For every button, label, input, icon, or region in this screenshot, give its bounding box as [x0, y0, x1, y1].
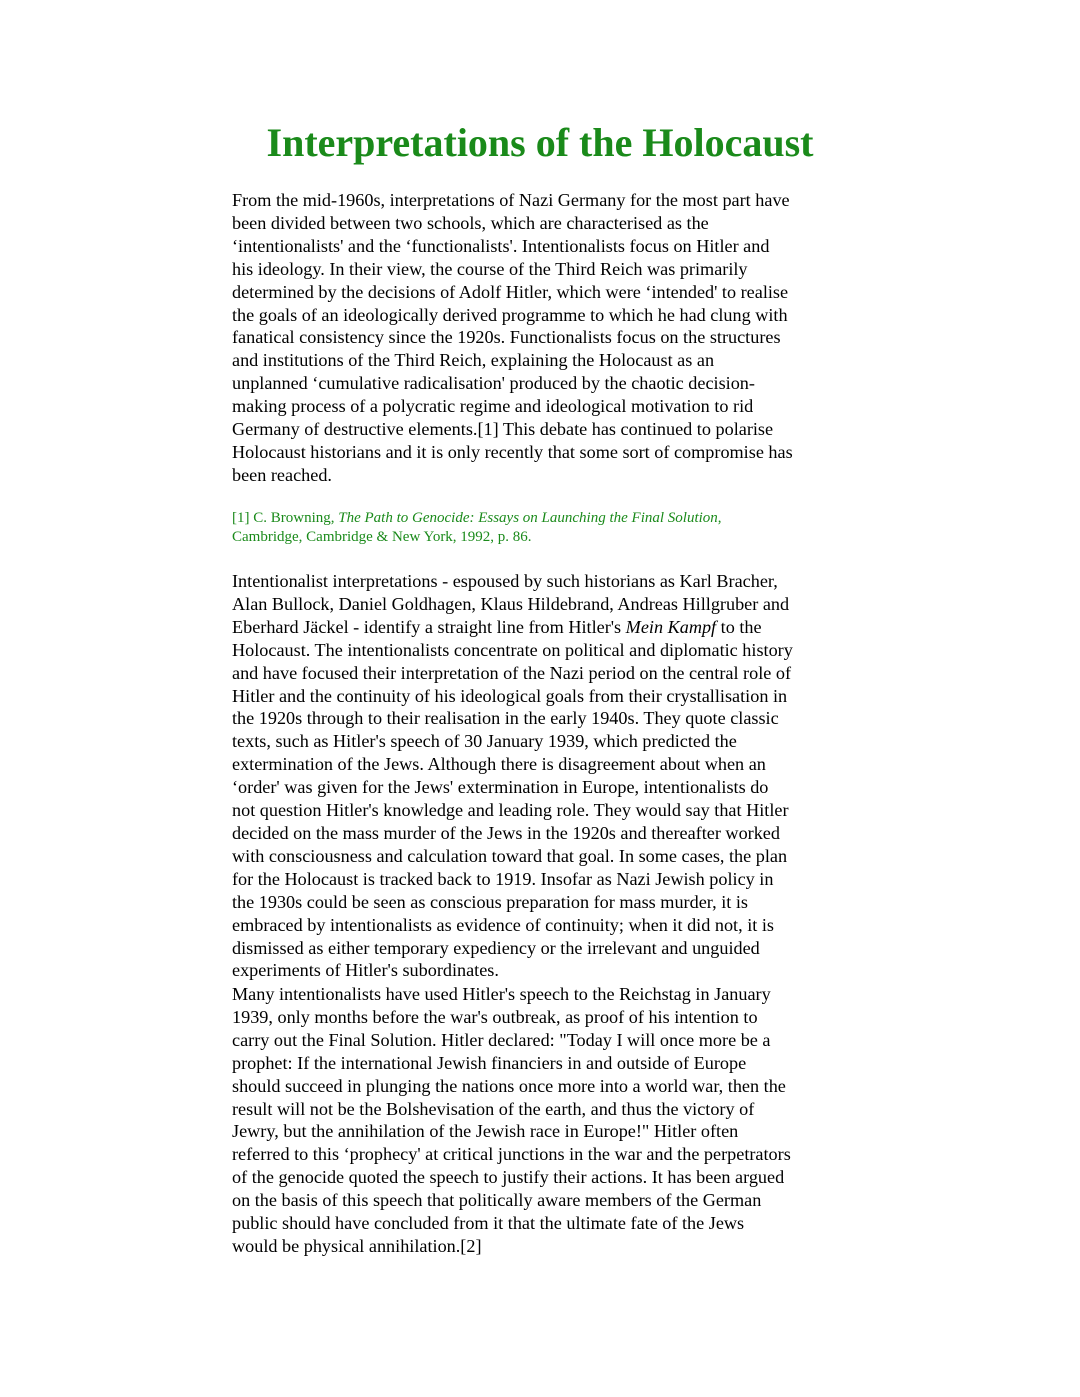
text-line: and have focused their interpretation of the Nazi period on the central role of [232, 662, 792, 683]
text-segment: to the [716, 616, 762, 637]
text-line: not question Hitler's knowledge and leading role. They would say that Hitler [232, 800, 789, 821]
text-line [232, 616, 848, 639]
footnote-1 [232, 509, 848, 547]
paragraph-intentionalists [232, 570, 848, 982]
text-line: prophet: If the international Jewish financiers in and outside of Europe [232, 1052, 747, 1073]
page-title: Interpretations of the Holocaust [266, 120, 814, 165]
text-line: with consciousness and calculation toward that goal. In some cases, the plan [232, 845, 788, 866]
text-line: making process of a polycratic regime and ideological motivation to rid [232, 396, 754, 417]
paragraph-intro [232, 189, 848, 487]
text-line: been reached. [232, 464, 332, 485]
text-line: public should have concluded from it that the ultimate fate of the Jews [232, 1213, 745, 1234]
text-line: Hitler and the continuity of his ideological goals from their crystallisation in [232, 685, 788, 706]
text-line: determined by the decisions of Adolf Hitler, which were ‘intended' to realise [232, 281, 789, 302]
text-line: would be physical annihilation.[2] [232, 1235, 482, 1256]
text-line: referred to this ‘prophecy' at critical junctions in the war and the perpetrators [232, 1144, 791, 1165]
footnote-line [232, 509, 848, 528]
text-line: decided on the mass murder of the Jews in the 1920s and thereafter worked [232, 822, 780, 843]
text-line: unplanned ‘cumulative radicalisation' produced by the chaotic decision- [232, 373, 755, 394]
book-title-mein-kampf: Mein Kampf [625, 616, 717, 637]
text-segment: Eberhard Jäckel - identify a straight line from Hitler's [232, 616, 626, 637]
text-line: on the basis of this speech that politically aware members of the German [232, 1190, 762, 1211]
text-line: carry out the Final Solution. Hitler declared: "Today I will once more be a [232, 1029, 771, 1050]
text-line: Germany of destructive elements.[1] This debate has continued to polarise [232, 419, 774, 440]
text-line: extermination of the Jews. Although there is disagreement about when an [232, 754, 766, 775]
text-line: Jewry, but the annihilation of the Jewish race in Europe!" Hitler often [232, 1121, 739, 1142]
text-line: From the mid-1960s, interpretations of Nazi Germany for the most part have [232, 190, 790, 210]
text-line: Holocaust. The intentionalists concentrate on political and diplomatic history [232, 639, 793, 660]
text-line: been divided between two schools, which are characterised as the [232, 212, 709, 233]
text-line: fanatical consistency since the 1920s. Functionalists focus on the structures [232, 327, 781, 348]
text-line: experiments of Hitler's subordinates. [232, 960, 499, 981]
text-line: texts, such as Hitler's speech of 30 January 1939, which predicted the [232, 731, 737, 752]
text-line: ‘order' was given for the Jews' extermination in Europe, intentionalists do [232, 777, 769, 798]
text-line: Many intentionalists have used Hitler's speech to the Reichstag in January [232, 984, 771, 1004]
text-line: 1939, only months before the war's outbreak, as proof of his intention to [232, 1006, 758, 1027]
text-line: Alan Bullock, Daniel Goldhagen, Klaus Hildebrand, Andreas Hillgruber and [232, 593, 790, 614]
text-line: his ideology. In their view, the course of the Third Reich was primarily [232, 258, 748, 279]
text-line: the 1930s could be seen as conscious preparation for mass murder, it is [232, 891, 748, 912]
text-line: ‘intentionalists' and the ‘functionalists'. Intentionalists focus on Hitler and [232, 235, 770, 256]
text-line: dismissed as either temporary expediency or the irrelevant and unguided [232, 937, 760, 958]
footnote-publisher: Cambridge, Cambridge & New York, 1992, p. 86. [232, 529, 532, 545]
footnote-book-title: The Path to Genocide: Essays on Launching the Final Solution [338, 510, 718, 526]
text-line: and institutions of the Third Reich, explaining the Holocaust as an [232, 350, 715, 371]
text-line: Holocaust historians and it is only recently that some sort of compromise has [232, 441, 793, 462]
text-line: for the Holocaust is tracked back to 1919. Insofar as Nazi Jewish policy in [232, 868, 774, 889]
text-line: Intentionalist interpretations - espoused by such historians as Karl Bracher, [232, 571, 778, 591]
text-line: of the genocide quoted the speech to justify their actions. It has been argued [232, 1167, 785, 1188]
footnote-punct: , [717, 510, 722, 526]
text-line: result will not be the Bolshevisation of the earth, and thus the victory of [232, 1098, 755, 1119]
text-line: embraced by intentionalists as evidence of continuity; when it did not, it is [232, 914, 774, 935]
footnote-author: [1] C. Browning, [232, 510, 339, 526]
text-line: the goals of an ideologically derived programme to which he had clung with [232, 304, 788, 325]
text-line: the 1920s through to their realisation in the early 1940s. They quote classic [232, 708, 779, 729]
paragraph-reichstag-speech [232, 983, 848, 1258]
text-line: should succeed in plunging the nations once more into a world war, then the [232, 1075, 786, 1096]
